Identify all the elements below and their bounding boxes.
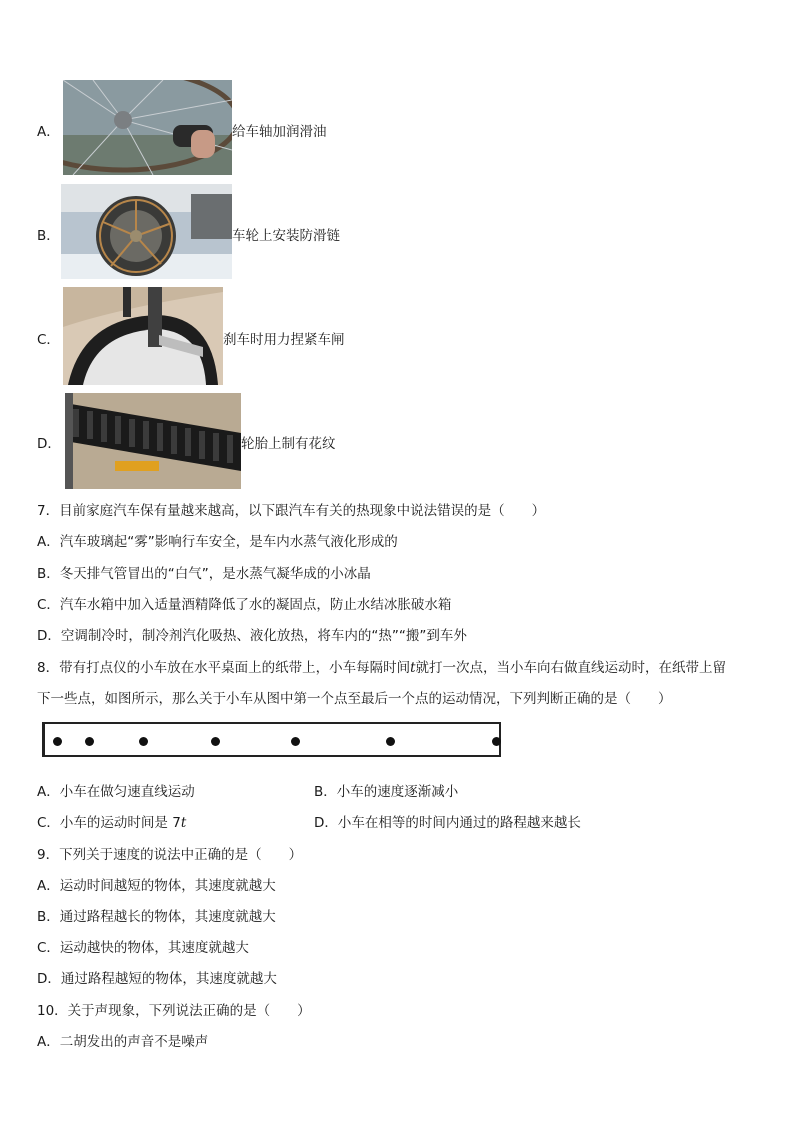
option-letter: B． xyxy=(37,228,60,244)
q8-stem-line2: 下一些点，如图所示，那么关于小车从图中第一个点至最后一个点的运动情况，下列判断正确的是（ ） xyxy=(37,691,672,707)
q8-stem-part: 就打一次点，当小车向右做直线运动时，在纸带上留 xyxy=(415,660,727,676)
q10-option-a: A．二胡发出的声音不是噪声 xyxy=(37,1034,209,1050)
tape-dot xyxy=(492,737,501,746)
q7-option-a: A．汽车玻璃起“雾”影响行车安全，是车内水蒸气液化形成的 xyxy=(37,534,398,550)
snow-chain-photo xyxy=(61,184,232,279)
q8-stem-part: 8．带有打点仪的小车放在水平桌面上的纸带上，小车每隔时间 xyxy=(37,660,411,676)
q8-stem-line1 xyxy=(37,656,726,676)
q9-option-c: C．运动越快的物体，其速度就越大 xyxy=(37,940,249,956)
option-letter: A． xyxy=(37,124,60,140)
q9-option-b: B．通过路程越长的物体，其速度就越大 xyxy=(37,909,276,925)
tape-dot xyxy=(53,737,62,746)
lubricating-axle-photo xyxy=(63,80,232,175)
tape-dot xyxy=(85,737,94,746)
q7-option-b: B．冬天排气管冒出的“白气”，是水蒸气凝华成的小冰晶 xyxy=(37,566,371,582)
q9-stem: 9．下列关于速度的说法中正确的是（ ） xyxy=(37,847,303,863)
tire-tread-photo xyxy=(65,393,241,489)
tape-dot xyxy=(386,737,395,746)
q8-option-a: A．小车在做匀速直线运动 xyxy=(37,784,195,800)
option-letter: D． xyxy=(37,436,61,452)
q9-option-a: A．运动时间越短的物体，其速度就越大 xyxy=(37,878,276,894)
q10-stem: 10．关于声现象，下列说法正确的是（ ） xyxy=(37,1003,311,1019)
ticker-tape-figure xyxy=(42,722,501,757)
option-letter: C． xyxy=(37,332,60,348)
q8-option-d: D．小车在相等的时间内通过的路程越来越长 xyxy=(314,815,581,831)
q8-option-c-text: C．小车的运动时间是 7 xyxy=(37,815,181,831)
q7-stem: 7．目前家庭汽车保有量越来越高，以下跟汽车有关的热现象中说法错误的是（ ） xyxy=(37,503,546,519)
q9-option-d: D．通过路程越短的物体，其速度就越大 xyxy=(37,971,277,987)
option-caption: 刹车时用力捏紧车闸 xyxy=(223,332,345,348)
bicycle-brake-photo xyxy=(63,287,223,385)
option-caption: 给车轴加润滑油 xyxy=(232,124,327,140)
tape-dot xyxy=(211,737,220,746)
tape-dot xyxy=(139,737,148,746)
q7-option-d: D．空调制冷时，制冷剂汽化吸热、液化放热，将车内的“热”“搬”到车外 xyxy=(37,628,467,644)
q7-option-c: C．汽车水箱中加入适量酒精降低了水的凝固点，防止水结冰胀破水箱 xyxy=(37,597,452,613)
time-variable: t xyxy=(180,815,187,831)
time-variable: t xyxy=(410,660,416,676)
option-caption: 车轮上安装防滑链 xyxy=(232,228,340,244)
option-caption: 轮胎上制有花纹 xyxy=(241,436,336,452)
q8-option-c xyxy=(37,811,186,831)
q8-option-b: B．小车的速度逐渐减小 xyxy=(314,784,459,800)
tape-dot xyxy=(291,737,300,746)
